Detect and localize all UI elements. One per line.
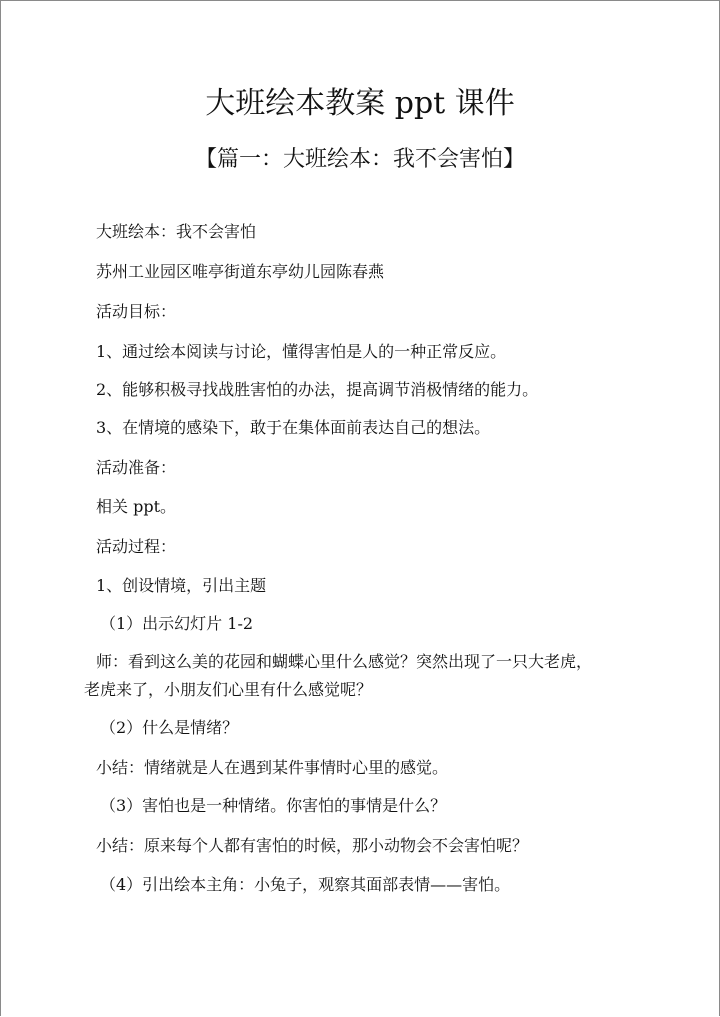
paragraph-line: 老虎来了，小朋友们心里有什么感觉呢？ xyxy=(84,680,373,699)
paragraph-line: 苏州工业园区唯亭街道东亭幼儿园陈春燕 xyxy=(96,262,385,281)
document-title: 大班绘本教案 ppt 课件 xyxy=(205,86,515,121)
paragraph-line: （4）引出绘本主角：小兔子，观察其面部表情——害怕。 xyxy=(100,875,511,894)
paragraph-line: 1、创设情境，引出主题 xyxy=(96,576,267,595)
paragraph-line: 活动目标： xyxy=(96,302,177,321)
paragraph-line: （3）害怕也是一种情绪。你害怕的事情是什么？ xyxy=(100,796,447,815)
paragraph-line: 相关 ppt。 xyxy=(96,497,177,516)
paragraph-line: （2）什么是情绪？ xyxy=(100,718,239,737)
paragraph-line: 2、能够积极寻找战胜害怕的办法，提高调节消极情绪的能力。 xyxy=(96,380,539,399)
paragraph-line: 活动过程： xyxy=(96,537,177,556)
paragraph-line: 小结：情绪就是人在遇到某件事情时心里的感觉。 xyxy=(96,758,449,777)
paragraph-line: 1、通过绘本阅读与讨论，懂得害怕是人的一种正常反应。 xyxy=(96,342,507,361)
paragraph-line: 师：看到这么美的花园和蝴蝶心里什么感觉？突然出现了一只大老虎， xyxy=(96,652,593,671)
document-subtitle: 【篇一：大班绘本：我不会害怕】 xyxy=(194,147,525,172)
paragraph-line: 小结：原来每个人都有害怕的时候，那小动物会不会害怕呢？ xyxy=(96,836,529,855)
paragraph-line: （1）出示幻灯片 1-2 xyxy=(100,614,254,633)
paragraph-line: 活动准备： xyxy=(96,458,177,477)
paragraph-line: 大班绘本：我不会害怕 xyxy=(96,222,257,241)
paragraph-line: 3、在情境的感染下，敢于在集体面前表达自己的想法。 xyxy=(96,418,491,437)
